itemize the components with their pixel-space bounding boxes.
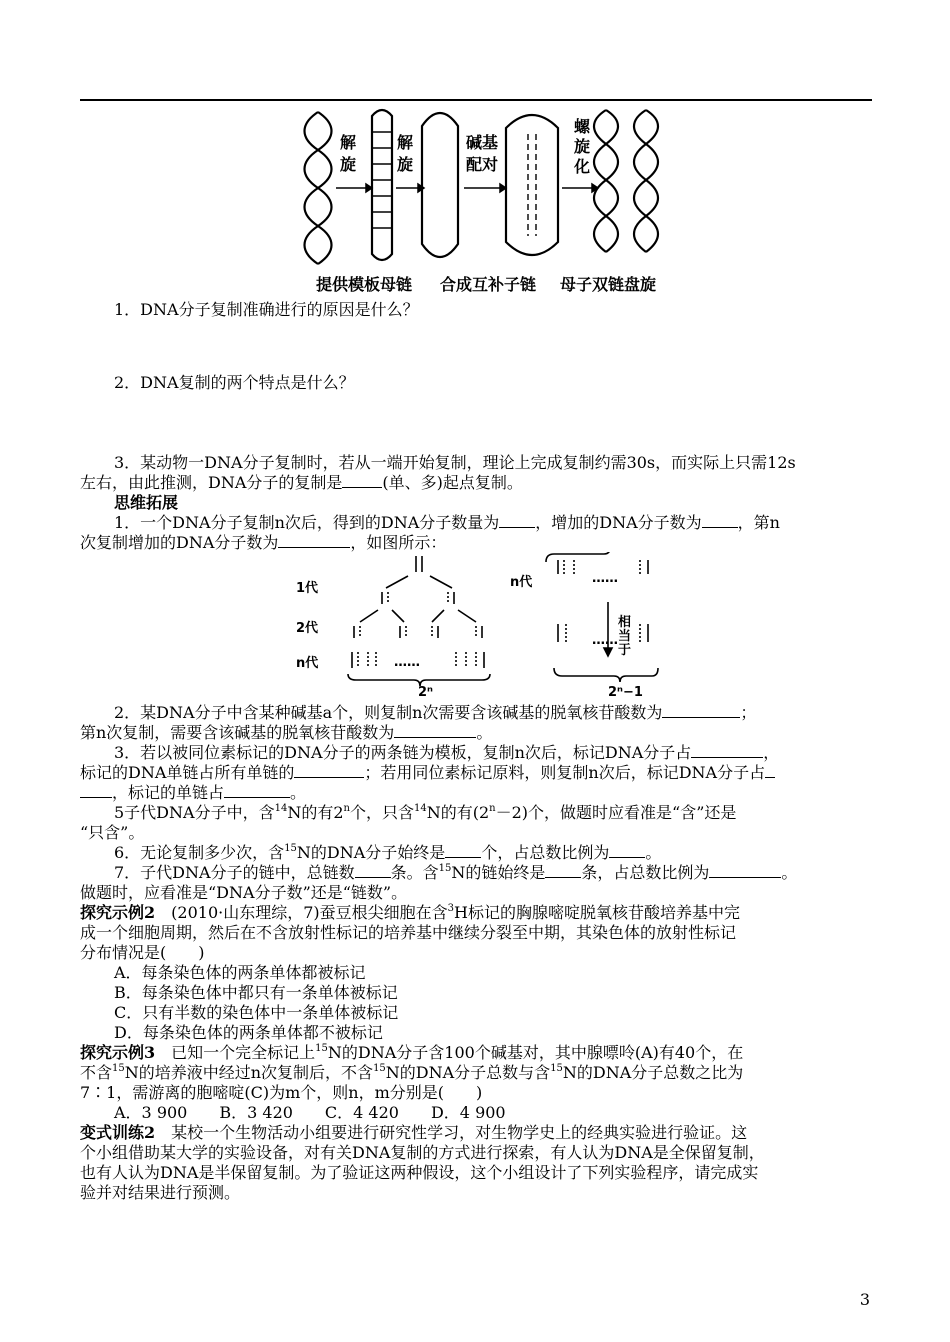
example-3-line-2: 不含$^{15}$N的培养液中经过n次复制后，不含$^{15}$N的DNA分子总数与含$^{15}$N的DNA分子总数之比为 bbox=[80, 1063, 744, 1082]
generation-figure bbox=[296, 552, 676, 698]
caption-2: 合成互补子链 bbox=[440, 275, 537, 294]
equiv-1: 相 bbox=[618, 615, 632, 630]
dots-left: …… bbox=[394, 655, 420, 670]
ext-5-line-1: 5子代DNA分子中，含$^{14}$N的有2$^n$个，只含$^{14}$N的有$(2^n-2)$个，做题时应看准是“含”还是 bbox=[114, 803, 737, 822]
step3-label-b: 配对 bbox=[466, 155, 499, 174]
ext-7-line-1: 7．子代DNA分子的链中，总链数 条。含$^{15}$N的链始终是 条，占总数比例为 。 bbox=[114, 863, 798, 882]
ext-3-line-2: 标记的DNA单链占所有单链的 ；若用同位素标记原料，则复制n次后，标记DNA分子占 bbox=[80, 763, 880, 783]
dna-replication-figure bbox=[300, 104, 680, 296]
example-2-option-a: A．每条染色体的两条单体都被标记 bbox=[114, 963, 366, 982]
example-2-option-b: B．每条染色体中都只有一条单体被标记 bbox=[114, 983, 398, 1002]
step2-label-a: 解 bbox=[397, 133, 414, 152]
ext-6: 6．无论复制多少次，含$^{15}$N的DNA分子始终是 个，占总数比例为 。 bbox=[114, 843, 662, 862]
training-2-line-4: 验并对结果进行预测。 bbox=[80, 1183, 241, 1202]
ext-2-line-1: 2．某DNA分子中含某种碱基a个，则复制n次需要含该碱基的脱氧核苷酸数为 ； bbox=[114, 703, 757, 722]
question-1: 1．DNA分子复制准确进行的原因是什么？ bbox=[114, 300, 419, 319]
section-title: 思维拓展 bbox=[114, 493, 179, 512]
step4-label-a: 螺 bbox=[574, 117, 591, 136]
training-2-line-3: 也有人认为DNA是半保留复制。为了验证这两种假设，这个小组设计了下列实验程序，请完成实 bbox=[80, 1163, 759, 1182]
header-rule bbox=[80, 99, 872, 101]
step4-label-b: 旋 bbox=[574, 137, 591, 156]
gen-1-label: 1代 bbox=[296, 581, 319, 596]
example-2-line-2: 成一个细胞周期，然后在不含放射性标记的培养基中继续分裂至中期，其染色体的放射性标记 bbox=[80, 923, 737, 942]
equiv-3: 于 bbox=[618, 643, 632, 658]
example-2-option-c: C．只有半数的染色体中一条单体被标记 bbox=[114, 1003, 399, 1022]
example-3-line-3: 7∶1，需游离的胞嘧啶(C)为m个，则n，m分别是( ) bbox=[80, 1083, 483, 1102]
ext-5-line-2: “只含”。 bbox=[80, 823, 145, 842]
dots-right-bottom: …… bbox=[592, 633, 618, 648]
gen-n-right-label: n代 bbox=[510, 575, 533, 590]
question-3-line-2: 左右，由此推测，DNA分子的复制是 (单、多)起点复制。 bbox=[80, 473, 523, 492]
example-3-options: A．3 900 B．3 420 C．4 420 D．4 900 bbox=[114, 1103, 506, 1122]
dots-right-top: …… bbox=[592, 571, 618, 586]
count-right: 2ⁿ−1 bbox=[608, 685, 643, 698]
example-3-line-1: 探究示例3 已知一个完全标记上$^{15}$N的DNA分子含100个碱基对，其中腺嘌呤(A)有40个，在 bbox=[80, 1043, 744, 1062]
training-2-line-2: 个小组借助某大学的实验设备，对有关DNA复制的方式进行探索，有人认为DNA是全保留复制， bbox=[80, 1143, 765, 1162]
example-2-option-d: D．每条染色体的两条单体都不被标记 bbox=[114, 1023, 383, 1042]
count-left: 2ⁿ bbox=[418, 685, 433, 698]
caption-1: 提供模板母链 bbox=[316, 275, 413, 294]
equiv-2: 当 bbox=[618, 629, 632, 644]
training-2-line-1: 变式训练2 某校一个生物活动小组要进行研究性学习，对生物学史上的经典实验进行验证。这 bbox=[80, 1123, 748, 1142]
step3-label-a: 碱基 bbox=[466, 133, 499, 152]
ext-2-line-2: 第n次复制，需要含该碱基的脱氧核苷酸数为 。 bbox=[80, 723, 493, 742]
question-2: 2．DNA复制的两个特点是什么？ bbox=[114, 373, 355, 392]
example-2-line-1: 探究示例2 (2010·山东理综，7)蚕豆根尖细胞在含$^3$H标记的胸腺嘧啶脱氧核苷酸培养基中完 bbox=[80, 903, 740, 922]
page-number: 3 bbox=[859, 1290, 870, 1309]
ext-7-line-2: 做题时，应看准是“DNA分子数”还是“链数”。 bbox=[80, 883, 408, 902]
ext-3-line-1: 3．若以被同位素标记的DNA分子的两条链为模板，复制n次后，标记DNA分子占 ， bbox=[114, 743, 780, 762]
step2-label-b: 旋 bbox=[397, 155, 414, 174]
caption-3: 母子双链盘旋 bbox=[560, 275, 657, 294]
gen-2-label: 2代 bbox=[296, 621, 319, 636]
example-2-line-3: 分布情况是( ) bbox=[80, 943, 205, 962]
ext-1-line-2: 次复制增加的DNA分子数为 ，如图所示： bbox=[80, 533, 447, 552]
step1-label-a: 解 bbox=[340, 133, 357, 152]
ext-1-line-1: 1．一个DNA分子复制n次后，得到的DNA分子数量为 ，增加的DNA分子数为 ，第n bbox=[114, 513, 780, 532]
question-3-line-1: 3．某动物一DNA分子复制时，若从一端开始复制，理论上完成复制约需30s，而实际上只需12s bbox=[114, 453, 796, 472]
ext-3-line-3: ，标记的单链占 。 bbox=[80, 783, 880, 803]
gen-n-label: n代 bbox=[296, 656, 319, 671]
step1-label-b: 旋 bbox=[340, 155, 357, 174]
step4-label-c: 化 bbox=[574, 157, 591, 176]
